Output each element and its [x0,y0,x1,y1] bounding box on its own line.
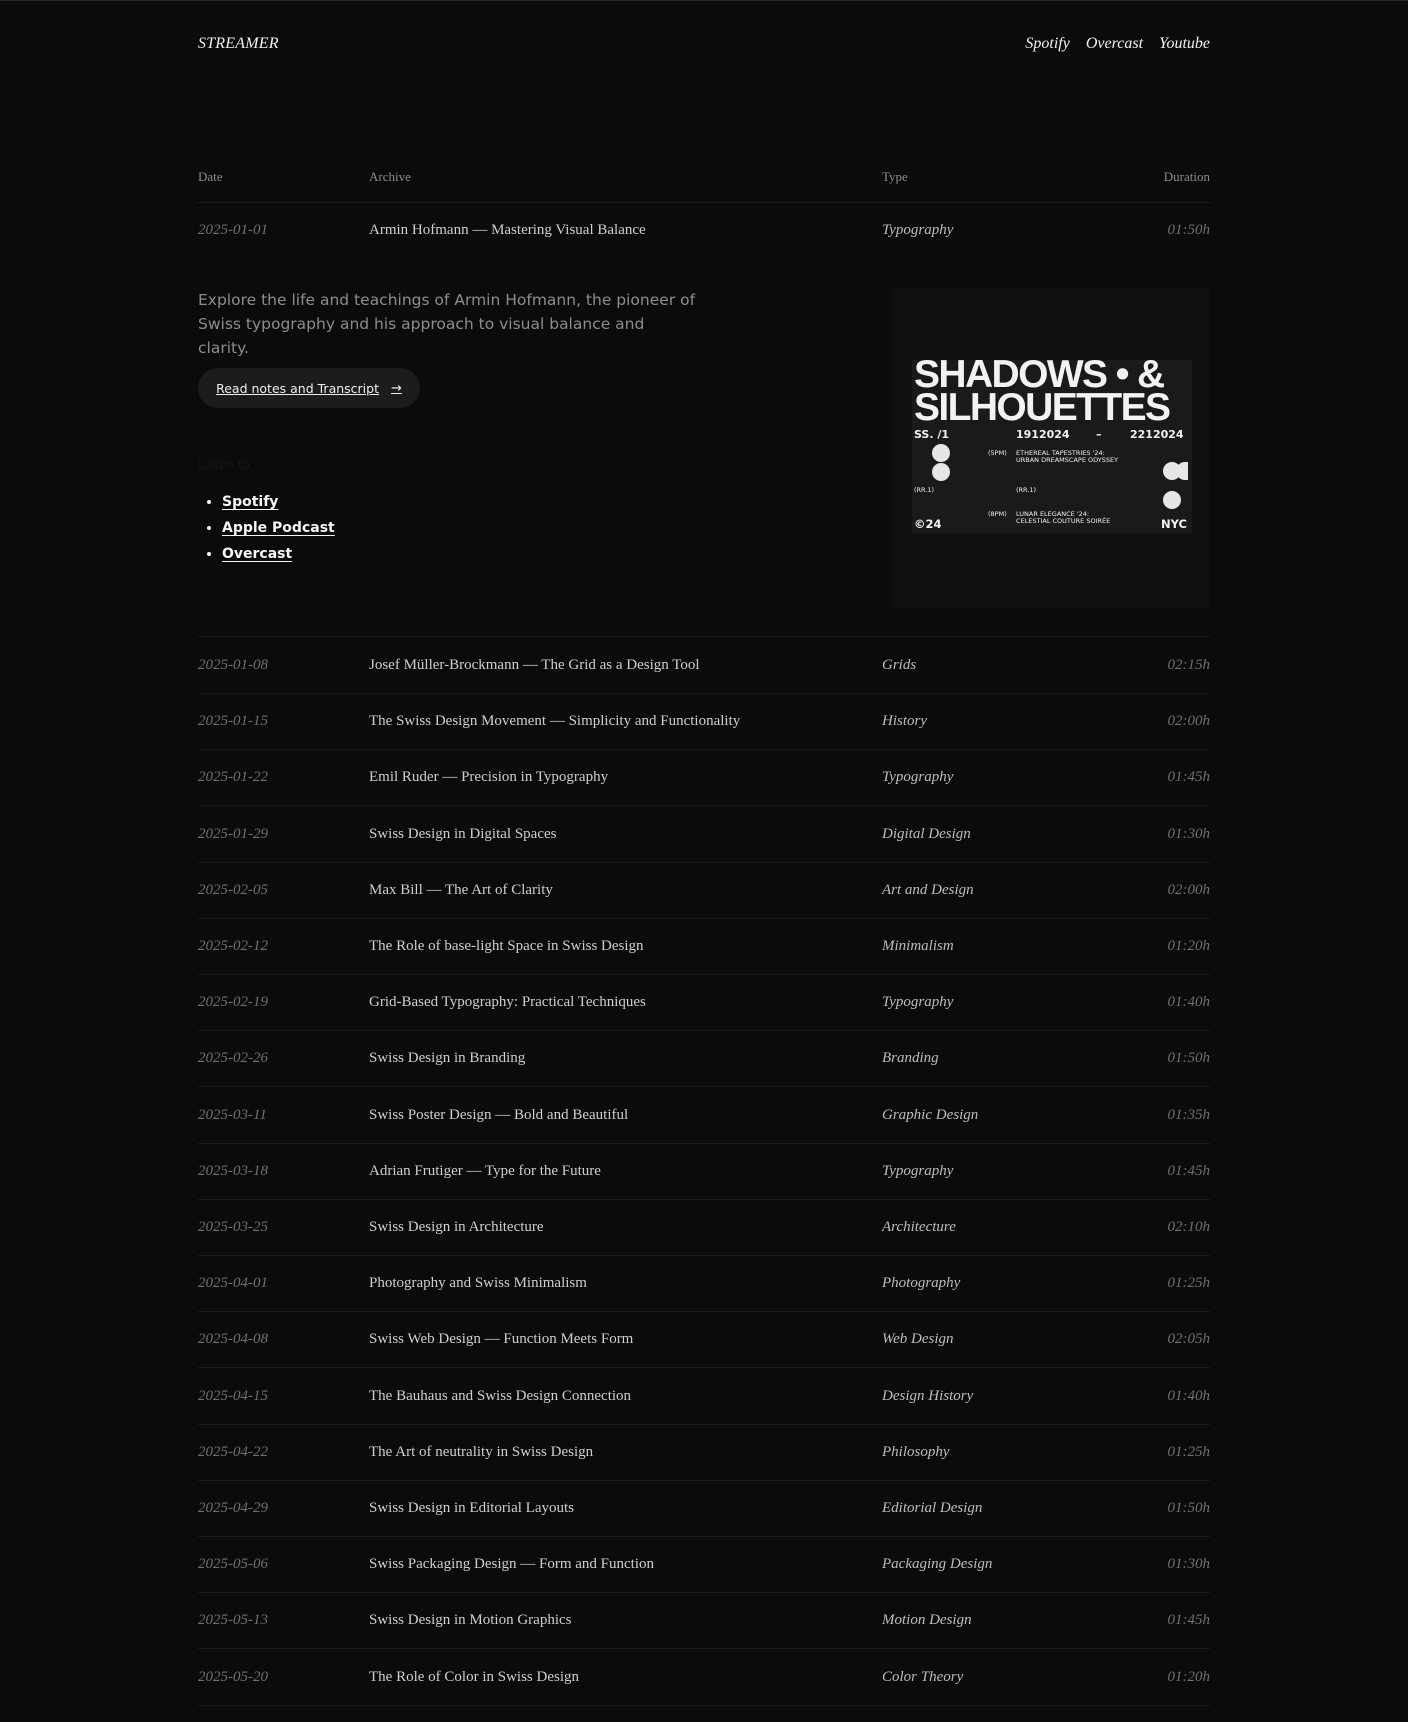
episode-title: The Swiss Design Movement — Simplicity and Functionality [369,713,741,730]
episode-title: Swiss Design in Editorial Layouts [369,1500,574,1516]
arrow-right-icon: → [390,380,402,396]
episode-duration: 02:00h [1167,881,1210,898]
poster-copyright: ©24 [914,517,942,531]
episode-duration: 01:25h [1167,1443,1210,1460]
poster-title-line-2: SILHOUETTES [914,386,1170,429]
episode-date: 2025-03-11 [198,1106,267,1123]
poster-slot1-time: (5PM) [988,449,1007,457]
episode-type: Typography [882,769,954,786]
episode-type: Web Design [882,1331,954,1348]
episode-duration: 02:10h [1167,1219,1210,1235]
episode-date: 2025-01-22 [198,769,268,786]
nav-overcast[interactable]: Overcast [1085,35,1144,52]
episode-title: Photography and Swiss Minimalism [369,1275,587,1292]
episode-row[interactable] [198,1536,1210,1593]
link-apple-podcast[interactable]: Apple Podcast [222,520,335,536]
poster-city: NYC [1161,517,1187,531]
episode-row[interactable] [198,1480,1210,1537]
list-item [222,546,335,563]
episode-duration: 01:20h [1167,938,1210,954]
episode-type: Philosophy [882,1443,950,1460]
episode-type: Photography [882,1275,961,1292]
column-date: Date [198,169,223,184]
episode-row[interactable] [198,693,1210,750]
poster-date-dash: – [1096,428,1102,441]
episode-row[interactable] [198,1030,1210,1087]
poster-dot [1163,491,1181,509]
episode-type: Digital Design [882,825,971,842]
episode-details [198,258,1210,637]
episode-type: Motion Design [882,1612,972,1629]
episode-duration: 01:25h [1167,1275,1210,1292]
episode-date: 2025-02-05 [198,881,268,898]
episode-date: 2025-02-26 [198,1050,268,1067]
site-logo[interactable]: STREAMER [198,35,279,52]
episode-row-featured[interactable] [198,202,1210,258]
table-header [198,162,1210,203]
episode-type: Typography [882,1162,954,1179]
episode-title: Emil Ruder — Precision in Typography [369,769,609,786]
episode-type: Typography [882,222,954,238]
episode-title: The Bauhaus and Swiss Design Connection [369,1387,632,1404]
episode-duration: 01:35h [1167,1106,1210,1123]
episode-duration: 01:30h [1167,825,1210,842]
episode-type: History [882,713,927,730]
episode-type: Editorial Design [882,1500,983,1516]
poster-season: SS. /1 [914,428,950,441]
poster-date-start: 1912024 [1016,428,1070,441]
episode-title: The Role of base-light Space in Swiss Design [369,938,644,954]
episode-title: Swiss Design in Branding [369,1050,526,1067]
episode-row[interactable] [198,1311,1210,1368]
episode-type: Color Theory [882,1668,964,1685]
episode-poster [892,288,1210,608]
episode-type: Packaging Design [882,1556,993,1573]
episode-row[interactable] [198,749,1210,806]
episode-type: Typography [882,994,954,1011]
episode-date: 2025-03-18 [198,1162,268,1179]
episode-date: 2025-03-25 [198,1219,268,1235]
episode-type: Design History [882,1387,974,1404]
episode-row[interactable] [198,1649,1210,1706]
episode-type: Branding [882,1050,939,1067]
episode-type: Architecture [882,1219,956,1235]
episode-title: Max Bill — The Art of Clarity [369,881,553,898]
episode-type: Graphic Design [882,1106,979,1123]
platform-list [198,494,335,572]
episode-date: 2025-04-01 [198,1275,268,1292]
read-notes-label: Read notes and Transcript [216,380,379,396]
episode-title: Swiss Packaging Design — Form and Function [369,1556,654,1573]
site-header [198,0,1210,88]
episode-date: 2025-02-12 [198,938,268,954]
episode-duration: 02:05h [1167,1331,1210,1348]
episode-title: Josef Müller-Brockmann — The Grid as a Design Tool [369,657,700,673]
episode-duration: 01:40h [1167,994,1210,1011]
episode-row[interactable] [198,637,1210,694]
episode-date: 2025-01-08 [198,657,268,673]
episode-date: 2025-01-01 [198,222,268,238]
episode-row[interactable] [198,862,1210,919]
episode-duration: 01:45h [1167,769,1210,786]
episode-description: Explore the life and teachings of Armin Hofmann, the pioneer of Swiss typography and his approach to visual balance and clarity. [198,291,696,357]
read-notes-button[interactable] [198,368,420,408]
episode-title: Grid-Based Typography: Practical Techniques [369,994,646,1011]
episode-row[interactable] [198,1368,1210,1425]
list-item [222,494,335,511]
page-container [198,0,1210,1685]
episode-row[interactable] [198,1424,1210,1481]
episode-title: The Art of neutrality in Swiss Design [369,1443,594,1460]
poster-rr-right: (RR.1) [1016,486,1037,494]
episode-row[interactable] [198,1143,1210,1200]
episode-duration: 01:30h [1167,1556,1210,1573]
episode-duration: 01:20h [1167,1668,1210,1685]
episode-title: The Role of Color in Swiss Design [369,1668,579,1685]
episode-row[interactable] [198,1592,1210,1649]
poster-slot2-text: LUNAR ELEGANCE '24: CELESTIAL COUTURE SOIRÉE [1016,510,1111,525]
episode-date: 2025-04-22 [198,1443,268,1460]
nav-spotify[interactable]: Spotify [1025,35,1070,52]
episode-row[interactable] [198,1199,1210,1256]
episode-date: 2025-02-19 [198,994,268,1011]
episode-type: Grids [882,657,917,673]
column-archive: Archive [369,169,411,184]
episode-date: 2025-01-29 [198,825,268,842]
episode-duration: 01:50h [1167,1050,1210,1067]
episode-date: 2025-01-15 [198,713,268,730]
column-type: Type [882,169,908,184]
nav-youtube[interactable]: Youtube [1159,35,1210,52]
list-item [222,520,335,537]
episode-date: 2025-05-20 [198,1668,268,1685]
top-nav [1025,35,1210,53]
poster-slot1-text: ETHEREAL TAPESTRIES '24: URBAN DREAMSCAPE ODYSSEY [1016,449,1119,464]
episode-row[interactable] [198,1087,1210,1144]
listen-label: Listen to [198,458,250,472]
episode-row[interactable] [198,974,1210,1031]
episode-date: 2025-05-06 [198,1556,268,1573]
episode-date: 2025-04-29 [198,1500,268,1516]
episode-duration: 01:50h [1167,1500,1210,1516]
episode-title: Swiss Web Design — Function Meets Form [369,1331,634,1348]
poster-slot2-time: (8PM) [988,510,1007,518]
poster-dot [932,463,950,481]
poster-dot [1176,462,1188,480]
episode-row[interactable] [198,1255,1210,1312]
episode-date: 2025-04-15 [198,1387,268,1404]
episode-duration: 02:00h [1167,713,1210,730]
link-overcast[interactable]: Overcast [222,546,293,562]
episode-date: 2025-05-13 [198,1612,268,1629]
episode-duration: 01:40h [1167,1387,1210,1404]
episode-date: 2025-04-08 [198,1331,268,1348]
episode-title: Swiss Design in Motion Graphics [369,1612,572,1629]
link-spotify[interactable]: Spotify [222,494,279,510]
episode-type: Minimalism [882,938,954,954]
episode-title: Armin Hofmann — Mastering Visual Balance [369,222,646,238]
episode-duration: 01:50h [1167,222,1210,238]
poster-date-end: 2212024 [1130,428,1184,441]
poster-dot [932,444,950,462]
poster-title [914,353,1194,429]
episode-type: Art and Design [882,881,974,898]
episode-row[interactable] [198,806,1210,863]
poster-artwork [912,353,1192,534]
poster-title-line-1: SHADOWS • & [914,353,1164,396]
poster-rr-left: (RR.1) [914,486,935,494]
episode-duration: 01:45h [1167,1162,1210,1179]
episode-title: Swiss Design in Architecture [369,1219,544,1235]
episode-duration: 01:45h [1167,1612,1210,1629]
column-duration: Duration [1163,169,1210,184]
episode-title: Swiss Design in Digital Spaces [369,825,557,842]
episode-title: Swiss Poster Design — Bold and Beautiful [369,1106,629,1123]
episode-title: Adrian Frutiger — Type for the Future [369,1162,601,1179]
episode-duration: 02:15h [1167,657,1210,673]
episode-row[interactable] [198,918,1210,975]
